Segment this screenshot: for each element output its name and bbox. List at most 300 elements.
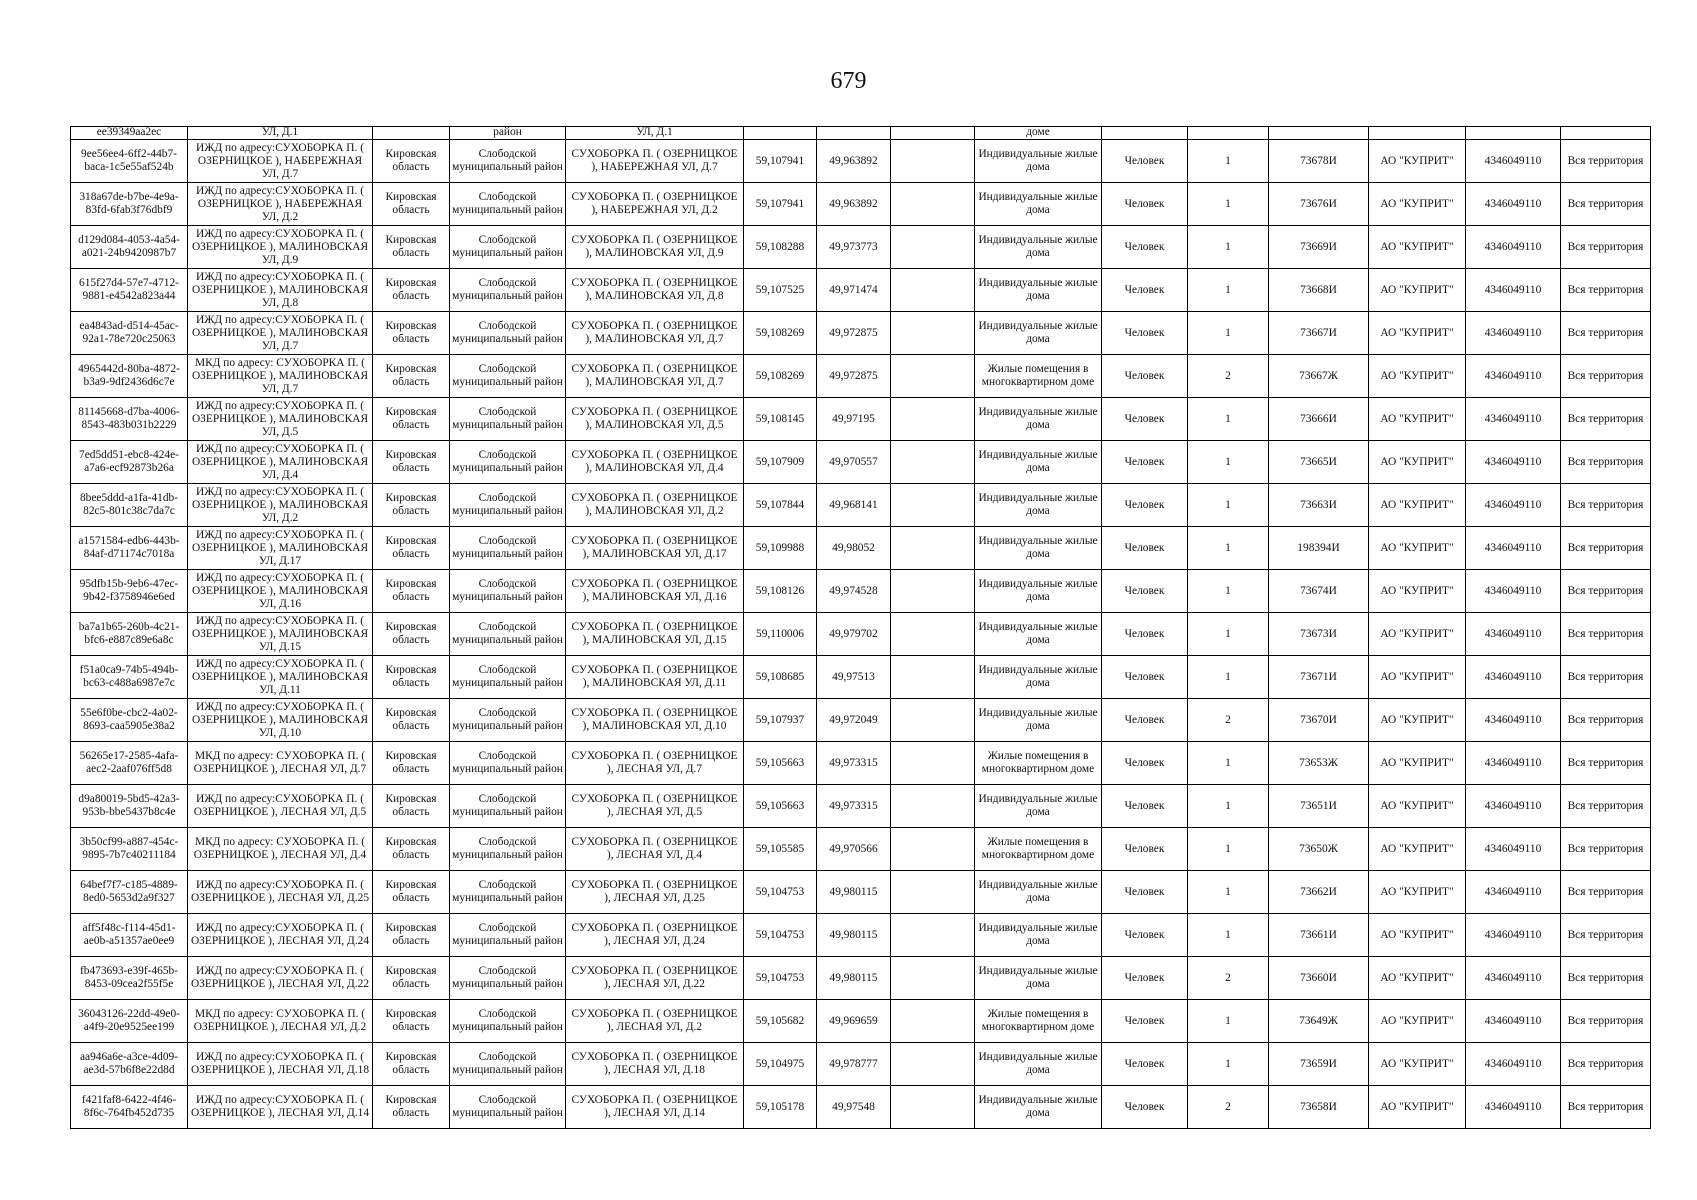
cell-empty [891, 484, 975, 527]
cell-qty: 1 [1188, 570, 1269, 613]
cell-id: a1571584-edb6-443b-84af-d71174c7018a [71, 527, 188, 570]
cell-inn: 4346049110 [1466, 484, 1561, 527]
cell-lon: 49,969659 [817, 1000, 891, 1043]
cell-address: СУХОБОРКА П. ( ОЗЕРНИЦКОЕ ), ЛЕСНАЯ УЛ, Д.2 [566, 1000, 744, 1043]
cell-id: 615f27d4-57e7-4712-9881-e4542a823a44 [71, 269, 188, 312]
cell-id: 4965442d-80ba-4872-b3a9-9df2436d6c7e [71, 355, 188, 398]
cell-qty: 1 [1188, 785, 1269, 828]
cell-org: АО "КУПРИТ" [1369, 226, 1466, 269]
cell-region: Кировская область [373, 828, 450, 871]
cell-district: Слободской муниципальный район [450, 828, 566, 871]
cell-lon: 49,97195 [817, 398, 891, 441]
cell-unit: Человек [1102, 527, 1188, 570]
cell-empty [891, 140, 975, 183]
cell-qty: 1 [1188, 828, 1269, 871]
cell-lon: 49,973315 [817, 742, 891, 785]
cell-id: ee39349aa2ec [71, 127, 188, 140]
cell-lon: 49,980115 [817, 914, 891, 957]
cell-inn: 4346049110 [1466, 828, 1561, 871]
table-row [71, 613, 1651, 656]
cell-inn: 4346049110 [1466, 785, 1561, 828]
cell-lat: 59,104753 [744, 957, 817, 1000]
cell-lat: 59,108269 [744, 312, 817, 355]
cell-lat: 59,104753 [744, 914, 817, 957]
cell-address: СУХОБОРКА П. ( ОЗЕРНИЦКОЕ ), ЛЕСНАЯ УЛ, Д.14 [566, 1086, 744, 1129]
cell-address: СУХОБОРКА П. ( ОЗЕРНИЦКОЕ ), МАЛИНОВСКАЯ УЛ, Д.9 [566, 226, 744, 269]
cell-lon: 49,973773 [817, 226, 891, 269]
cell-qty: 1 [1188, 527, 1269, 570]
cell-id: 8bee5ddd-a1fa-41db-82c5-801c38c7da7c [71, 484, 188, 527]
cell-code: 73661И [1269, 914, 1369, 957]
cell-lat: 59,105585 [744, 828, 817, 871]
cell-qty: 2 [1188, 355, 1269, 398]
cell-address: СУХОБОРКА П. ( ОЗЕРНИЦКОЕ ), МАЛИНОВСКАЯ УЛ, Д.10 [566, 699, 744, 742]
table-row [71, 699, 1651, 742]
table-row [71, 398, 1651, 441]
cell-name: ИЖД по адресу:СУХОБОРКА П. ( ОЗЕРНИЦКОЕ ), МАЛИНОВСКАЯ УЛ, Д.10 [188, 699, 373, 742]
cell-code: 73669И [1269, 226, 1369, 269]
cell-empty [891, 1043, 975, 1086]
cell-region: Кировская область [373, 398, 450, 441]
cell-category: Жилые помещения в многоквартирном доме [975, 1000, 1102, 1043]
cell-lon: 49,978777 [817, 1043, 891, 1086]
cell-address: СУХОБОРКА П. ( ОЗЕРНИЦКОЕ ), МАЛИНОВСКАЯ УЛ, Д.11 [566, 656, 744, 699]
cell-region: Кировская область [373, 570, 450, 613]
cell-code: 73667Ж [1269, 355, 1369, 398]
cell-lat [744, 127, 817, 140]
cell-name: ИЖД по адресу:СУХОБОРКА П. ( ОЗЕРНИЦКОЕ ), НАБЕРЕЖНАЯ УЛ, Д.7 [188, 140, 373, 183]
cell-category: Индивидуальные жилые дома [975, 527, 1102, 570]
cell-name: ИЖД по адресу:СУХОБОРКА П. ( ОЗЕРНИЦКОЕ ), МАЛИНОВСКАЯ УЛ, Д.7 [188, 312, 373, 355]
cell-territory: Вся территория [1561, 914, 1651, 957]
table-row [71, 140, 1651, 183]
cell-code: 73674И [1269, 570, 1369, 613]
cell-address: СУХОБОРКА П. ( ОЗЕРНИЦКОЕ ), МАЛИНОВСКАЯ УЛ, Д.7 [566, 312, 744, 355]
cell-org: АО "КУПРИТ" [1369, 398, 1466, 441]
cell-territory: Вся территория [1561, 484, 1651, 527]
cell-code [1269, 127, 1369, 140]
cell-region: Кировская область [373, 957, 450, 1000]
cell-inn: 4346049110 [1466, 312, 1561, 355]
cell-id: 81145668-d7ba-4006-8543-483b031b2229 [71, 398, 188, 441]
cell-org: АО "КУПРИТ" [1369, 785, 1466, 828]
cell-category: доме [975, 127, 1102, 140]
cell-code: 73651И [1269, 785, 1369, 828]
cell-empty [891, 785, 975, 828]
cell-address: СУХОБОРКА П. ( ОЗЕРНИЦКОЕ ), НАБЕРЕЖНАЯ УЛ, Д.2 [566, 183, 744, 226]
cell-region: Кировская область [373, 355, 450, 398]
cell-code: 73665И [1269, 441, 1369, 484]
cell-lat: 59,105178 [744, 1086, 817, 1129]
cell-category: Индивидуальные жилые дома [975, 613, 1102, 656]
cell-lon: 49,972049 [817, 699, 891, 742]
cell-code: 198394И [1269, 527, 1369, 570]
cell-id: 55e6f0be-cbc2-4a02-8693-caa5905e38a2 [71, 699, 188, 742]
cell-address: СУХОБОРКА П. ( ОЗЕРНИЦКОЕ ), ЛЕСНАЯ УЛ, Д.22 [566, 957, 744, 1000]
cell-lon: 49,970557 [817, 441, 891, 484]
cell-unit: Человек [1102, 398, 1188, 441]
cell-org: АО "КУПРИТ" [1369, 527, 1466, 570]
cell-inn: 4346049110 [1466, 1043, 1561, 1086]
cell-region: Кировская область [373, 312, 450, 355]
cell-district: Слободской муниципальный район [450, 1086, 566, 1129]
cell-id: aa946a6e-a3ce-4d09-ae3d-57b6f8e22d8d [71, 1043, 188, 1086]
cell-territory: Вся территория [1561, 140, 1651, 183]
cell-id: 56265e17-2585-4afa-aec2-2aaf076ff5d8 [71, 742, 188, 785]
cell-name: ИЖД по адресу:СУХОБОРКА П. ( ОЗЕРНИЦКОЕ ), МАЛИНОВСКАЯ УЛ, Д.8 [188, 269, 373, 312]
cell-region: Кировская область [373, 183, 450, 226]
cell-district: Слободской муниципальный район [450, 312, 566, 355]
table-row [71, 527, 1651, 570]
cell-org: АО "КУПРИТ" [1369, 355, 1466, 398]
cell-lon: 49,980115 [817, 871, 891, 914]
cell-qty: 1 [1188, 441, 1269, 484]
cell-empty [891, 398, 975, 441]
cell-inn: 4346049110 [1466, 656, 1561, 699]
table-row [71, 871, 1651, 914]
cell-address: СУХОБОРКА П. ( ОЗЕРНИЦКОЕ ), МАЛИНОВСКАЯ УЛ, Д.4 [566, 441, 744, 484]
cell-region: Кировская область [373, 140, 450, 183]
cell-org: АО "КУПРИТ" [1369, 1000, 1466, 1043]
cell-inn: 4346049110 [1466, 613, 1561, 656]
cell-id: 318a67de-b7be-4e9a-83fd-6fab3f76dbf9 [71, 183, 188, 226]
cell-org: АО "КУПРИТ" [1369, 828, 1466, 871]
cell-category: Индивидуальные жилые дома [975, 183, 1102, 226]
cell-empty [891, 355, 975, 398]
cell-category: Индивидуальные жилые дома [975, 914, 1102, 957]
cell-address: СУХОБОРКА П. ( ОЗЕРНИЦКОЕ ), МАЛИНОВСКАЯ УЛ, Д.7 [566, 355, 744, 398]
cell-qty: 1 [1188, 1000, 1269, 1043]
cell-name: ИЖД по адресу:СУХОБОРКА П. ( ОЗЕРНИЦКОЕ ), МАЛИНОВСКАЯ УЛ, Д.16 [188, 570, 373, 613]
cell-name: ИЖД по адресу:СУХОБОРКА П. ( ОЗЕРНИЦКОЕ ), МАЛИНОВСКАЯ УЛ, Д.11 [188, 656, 373, 699]
cell-lon: 49,979702 [817, 613, 891, 656]
cell-lat: 59,107937 [744, 699, 817, 742]
data-table [70, 126, 1651, 1129]
cell-address: СУХОБОРКА П. ( ОЗЕРНИЦКОЕ ), МАЛИНОВСКАЯ УЛ, Д.2 [566, 484, 744, 527]
cell-category: Индивидуальные жилые дома [975, 871, 1102, 914]
cell-inn: 4346049110 [1466, 527, 1561, 570]
cell-name: ИЖД по адресу:СУХОБОРКА П. ( ОЗЕРНИЦКОЕ ), МАЛИНОВСКАЯ УЛ, Д.2 [188, 484, 373, 527]
cell-id: aff5f48c-f114-45d1-ae0b-a51357ae0ee9 [71, 914, 188, 957]
cell-inn: 4346049110 [1466, 355, 1561, 398]
cell-lon: 49,963892 [817, 140, 891, 183]
cell-lon [817, 127, 891, 140]
cell-unit [1102, 127, 1188, 140]
cell-category: Индивидуальные жилые дома [975, 1086, 1102, 1129]
cell-district: Слободской муниципальный район [450, 398, 566, 441]
cell-org: АО "КУПРИТ" [1369, 140, 1466, 183]
cell-region: Кировская область [373, 1043, 450, 1086]
cell-empty [891, 1000, 975, 1043]
cell-district: район [450, 127, 566, 140]
cell-district: Слободской муниципальный район [450, 570, 566, 613]
table-body [71, 127, 1651, 1129]
cell-lat: 59,108145 [744, 398, 817, 441]
cell-code: 73671И [1269, 656, 1369, 699]
cell-territory: Вся территория [1561, 527, 1651, 570]
cell-id: 3b50cf99-a887-454c-9895-7b7c40211184 [71, 828, 188, 871]
cell-code: 73662И [1269, 871, 1369, 914]
table-row [71, 441, 1651, 484]
cell-code: 73653Ж [1269, 742, 1369, 785]
cell-territory: Вся территория [1561, 1086, 1651, 1129]
cell-code: 73649Ж [1269, 1000, 1369, 1043]
cell-lon: 49,980115 [817, 957, 891, 1000]
cell-qty: 1 [1188, 398, 1269, 441]
cell-region: Кировская область [373, 1000, 450, 1043]
cell-district: Слободской муниципальный район [450, 269, 566, 312]
cell-territory: Вся территория [1561, 699, 1651, 742]
cell-empty [891, 127, 975, 140]
cell-territory: Вся территория [1561, 656, 1651, 699]
cell-category: Жилые помещения в многоквартирном доме [975, 828, 1102, 871]
cell-empty [891, 226, 975, 269]
cell-category: Индивидуальные жилые дома [975, 1043, 1102, 1086]
cell-id: 36043126-22dd-49e0-a4f9-20e9525ee199 [71, 1000, 188, 1043]
cell-qty [1188, 127, 1269, 140]
cell-category: Индивидуальные жилые дома [975, 269, 1102, 312]
cell-empty [891, 914, 975, 957]
cell-id: 95dfb15b-9eb6-47ec-9b42-f3758946e6ed [71, 570, 188, 613]
cell-lat: 59,107844 [744, 484, 817, 527]
cell-region: Кировская область [373, 656, 450, 699]
cell-unit: Человек [1102, 1000, 1188, 1043]
cell-empty [891, 656, 975, 699]
cell-org: АО "КУПРИТ" [1369, 957, 1466, 1000]
cell-region: Кировская область [373, 699, 450, 742]
cell-lat: 59,108126 [744, 570, 817, 613]
cell-district: Слободской муниципальный район [450, 355, 566, 398]
cell-unit: Человек [1102, 1086, 1188, 1129]
cell-qty: 1 [1188, 140, 1269, 183]
cell-code: 73670И [1269, 699, 1369, 742]
cell-code: 73666И [1269, 398, 1369, 441]
cell-empty [891, 570, 975, 613]
cell-category: Индивидуальные жилые дома [975, 699, 1102, 742]
cell-name: МКД по адресу: СУХОБОРКА П. ( ОЗЕРНИЦКОЕ ), ЛЕСНАЯ УЛ, Д.4 [188, 828, 373, 871]
cell-name: ИЖД по адресу:СУХОБОРКА П. ( ОЗЕРНИЦКОЕ ), ЛЕСНАЯ УЛ, Д.22 [188, 957, 373, 1000]
cell-category: Индивидуальные жилые дома [975, 570, 1102, 613]
cell-address: СУХОБОРКА П. ( ОЗЕРНИЦКОЕ ), ЛЕСНАЯ УЛ, Д.24 [566, 914, 744, 957]
cell-lat: 59,107941 [744, 140, 817, 183]
cell-territory: Вся территория [1561, 183, 1651, 226]
table-row [71, 1000, 1651, 1043]
cell-territory: Вся территория [1561, 613, 1651, 656]
cell-category: Жилые помещения в многоквартирном доме [975, 742, 1102, 785]
cell-category: Индивидуальные жилые дома [975, 484, 1102, 527]
cell-district: Слободской муниципальный район [450, 441, 566, 484]
cell-qty: 1 [1188, 484, 1269, 527]
cell-id: f51a0ca9-74b5-494b-bc63-c488a6987e7c [71, 656, 188, 699]
cell-inn: 4346049110 [1466, 398, 1561, 441]
cell-org: АО "КУПРИТ" [1369, 484, 1466, 527]
cell-unit: Человек [1102, 226, 1188, 269]
cell-empty [891, 828, 975, 871]
cell-region: Кировская область [373, 226, 450, 269]
cell-address: СУХОБОРКА П. ( ОЗЕРНИЦКОЕ ), МАЛИНОВСКАЯ УЛ, Д.8 [566, 269, 744, 312]
cell-address: СУХОБОРКА П. ( ОЗЕРНИЦКОЕ ), МАЛИНОВСКАЯ УЛ, Д.5 [566, 398, 744, 441]
cell-inn: 4346049110 [1466, 699, 1561, 742]
cell-unit: Человек [1102, 1043, 1188, 1086]
cell-name: ИЖД по адресу:СУХОБОРКА П. ( ОЗЕРНИЦКОЕ ), МАЛИНОВСКАЯ УЛ, Д.15 [188, 613, 373, 656]
table-row [71, 570, 1651, 613]
cell-code: 73676И [1269, 183, 1369, 226]
cell-qty: 1 [1188, 226, 1269, 269]
page-number: 679 [830, 68, 867, 94]
cell-qty: 2 [1188, 1086, 1269, 1129]
cell-district: Слободской муниципальный район [450, 914, 566, 957]
cell-code: 73673И [1269, 613, 1369, 656]
cell-inn: 4346049110 [1466, 1086, 1561, 1129]
cell-lat: 59,108685 [744, 656, 817, 699]
cell-name: ИЖД по адресу:СУХОБОРКА П. ( ОЗЕРНИЦКОЕ ), МАЛИНОВСКАЯ УЛ, Д.4 [188, 441, 373, 484]
cell-category: Индивидуальные жилые дома [975, 957, 1102, 1000]
cell-inn: 4346049110 [1466, 183, 1561, 226]
cell-qty: 1 [1188, 183, 1269, 226]
cell-unit: Человек [1102, 183, 1188, 226]
cell-unit: Человек [1102, 656, 1188, 699]
cell-unit: Человек [1102, 140, 1188, 183]
cell-category: Индивидуальные жилые дома [975, 140, 1102, 183]
cell-unit: Человек [1102, 914, 1188, 957]
table-row [71, 828, 1651, 871]
table-row [71, 1043, 1651, 1086]
cell-district: Слободской муниципальный район [450, 656, 566, 699]
cell-qty: 1 [1188, 742, 1269, 785]
cell-org: АО "КУПРИТ" [1369, 1043, 1466, 1086]
cell-empty [891, 957, 975, 1000]
cell-lat: 59,108269 [744, 355, 817, 398]
cell-name: ИЖД по адресу:СУХОБОРКА П. ( ОЗЕРНИЦКОЕ ), МАЛИНОВСКАЯ УЛ, Д.9 [188, 226, 373, 269]
cell-unit: Человек [1102, 570, 1188, 613]
cell-inn: 4346049110 [1466, 914, 1561, 957]
cell-name: ИЖД по адресу:СУХОБОРКА П. ( ОЗЕРНИЦКОЕ ), ЛЕСНАЯ УЛ, Д.5 [188, 785, 373, 828]
cell-empty [891, 312, 975, 355]
cell-territory: Вся территория [1561, 570, 1651, 613]
cell-address: УЛ, Д.1 [566, 127, 744, 140]
cell-lon: 49,971474 [817, 269, 891, 312]
cell-code: 73650Ж [1269, 828, 1369, 871]
cell-territory: Вся территория [1561, 785, 1651, 828]
cell-lat: 59,104753 [744, 871, 817, 914]
cell-lon: 49,968141 [817, 484, 891, 527]
cell-name: ИЖД по адресу:СУХОБОРКА П. ( ОЗЕРНИЦКОЕ ), МАЛИНОВСКАЯ УЛ, Д.5 [188, 398, 373, 441]
cell-category: Индивидуальные жилые дома [975, 398, 1102, 441]
cell-territory: Вся территория [1561, 957, 1651, 1000]
cell-region: Кировская область [373, 613, 450, 656]
cell-address: СУХОБОРКА П. ( ОЗЕРНИЦКОЕ ), ЛЕСНАЯ УЛ, Д.7 [566, 742, 744, 785]
cell-territory: Вся территория [1561, 398, 1651, 441]
cell-empty [891, 742, 975, 785]
cell-lat: 59,109988 [744, 527, 817, 570]
cell-id: ea4843ad-d514-45ac-92a1-78e720c25063 [71, 312, 188, 355]
cell-lat: 59,105682 [744, 1000, 817, 1043]
cell-region: Кировская область [373, 527, 450, 570]
cell-unit: Человек [1102, 484, 1188, 527]
cell-code: 73663И [1269, 484, 1369, 527]
cell-name: ИЖД по адресу:СУХОБОРКА П. ( ОЗЕРНИЦКОЕ ), ЛЕСНАЯ УЛ, Д.18 [188, 1043, 373, 1086]
cell-district: Слободской муниципальный район [450, 527, 566, 570]
table-row [71, 183, 1651, 226]
cell-empty [891, 527, 975, 570]
cell-category: Жилые помещения в многоквартирном доме [975, 355, 1102, 398]
cell-org: АО "КУПРИТ" [1369, 742, 1466, 785]
cell-territory: Вся территория [1561, 1043, 1651, 1086]
cell-district: Слободской муниципальный район [450, 226, 566, 269]
cell-territory: Вся территория [1561, 312, 1651, 355]
cell-district: Слободской муниципальный район [450, 183, 566, 226]
cell-lon: 49,970566 [817, 828, 891, 871]
cell-district: Слободской муниципальный район [450, 140, 566, 183]
cell-inn: 4346049110 [1466, 269, 1561, 312]
cell-territory: Вся территория [1561, 355, 1651, 398]
cell-district: Слободской муниципальный район [450, 613, 566, 656]
cell-name: УЛ, Д.1 [188, 127, 373, 140]
cell-code: 73668И [1269, 269, 1369, 312]
cell-address: СУХОБОРКА П. ( ОЗЕРНИЦКОЕ ), МАЛИНОВСКАЯ УЛ, Д.17 [566, 527, 744, 570]
cell-district: Слободской муниципальный район [450, 957, 566, 1000]
cell-unit: Человек [1102, 828, 1188, 871]
cell-empty [891, 871, 975, 914]
cell-id: d129d084-4053-4a54-a021-24b9420987b7 [71, 226, 188, 269]
cell-id: ba7a1b65-260b-4c21-bfc6-e887c89e6a8c [71, 613, 188, 656]
cell-qty: 1 [1188, 1043, 1269, 1086]
cell-lat: 59,110006 [744, 613, 817, 656]
cell-qty: 1 [1188, 656, 1269, 699]
cell-category: Индивидуальные жилые дома [975, 312, 1102, 355]
cell-address: СУХОБОРКА П. ( ОЗЕРНИЦКОЕ ), ЛЕСНАЯ УЛ, Д.4 [566, 828, 744, 871]
cell-unit: Человек [1102, 871, 1188, 914]
cell-name: ИЖД по адресу:СУХОБОРКА П. ( ОЗЕРНИЦКОЕ ), ЛЕСНАЯ УЛ, Д.14 [188, 1086, 373, 1129]
cell-id: fb473693-e39f-465b-8453-09cea2f55f5e [71, 957, 188, 1000]
cell-territory: Вся территория [1561, 871, 1651, 914]
cell-unit: Человек [1102, 957, 1188, 1000]
cell-address: СУХОБОРКА П. ( ОЗЕРНИЦКОЕ ), НАБЕРЕЖНАЯ УЛ, Д.7 [566, 140, 744, 183]
cell-category: Индивидуальные жилые дома [975, 785, 1102, 828]
cell-code: 73658И [1269, 1086, 1369, 1129]
cell-org: АО "КУПРИТ" [1369, 441, 1466, 484]
cell-category: Индивидуальные жилые дома [975, 226, 1102, 269]
cell-unit: Человек [1102, 269, 1188, 312]
cell-code: 73660И [1269, 957, 1369, 1000]
cell-lon: 49,963892 [817, 183, 891, 226]
cell-empty [891, 699, 975, 742]
cell-inn: 4346049110 [1466, 226, 1561, 269]
table-row [71, 269, 1651, 312]
cell-org: АО "КУПРИТ" [1369, 914, 1466, 957]
cell-territory: Вся территория [1561, 269, 1651, 312]
cell-unit: Человек [1102, 785, 1188, 828]
cell-name: ИЖД по адресу:СУХОБОРКА П. ( ОЗЕРНИЦКОЕ ), МАЛИНОВСКАЯ УЛ, Д.17 [188, 527, 373, 570]
cell-lat: 59,105663 [744, 785, 817, 828]
cell-address: СУХОБОРКА П. ( ОЗЕРНИЦКОЕ ), ЛЕСНАЯ УЛ, Д.5 [566, 785, 744, 828]
cell-name: МКД по адресу: СУХОБОРКА П. ( ОЗЕРНИЦКОЕ ), МАЛИНОВСКАЯ УЛ, Д.7 [188, 355, 373, 398]
table-row [71, 355, 1651, 398]
cell-lon: 49,973315 [817, 785, 891, 828]
cell-inn: 4346049110 [1466, 871, 1561, 914]
cell-qty: 1 [1188, 613, 1269, 656]
cell-unit: Человек [1102, 699, 1188, 742]
cell-code: 73659И [1269, 1043, 1369, 1086]
cell-address: СУХОБОРКА П. ( ОЗЕРНИЦКОЕ ), ЛЕСНАЯ УЛ, Д.25 [566, 871, 744, 914]
cell-lon: 49,97548 [817, 1086, 891, 1129]
cell-inn: 4346049110 [1466, 441, 1561, 484]
cell-territory: Вся территория [1561, 742, 1651, 785]
table-row [71, 914, 1651, 957]
table-row [71, 957, 1651, 1000]
table-row [71, 226, 1651, 269]
cell-region [373, 127, 450, 140]
